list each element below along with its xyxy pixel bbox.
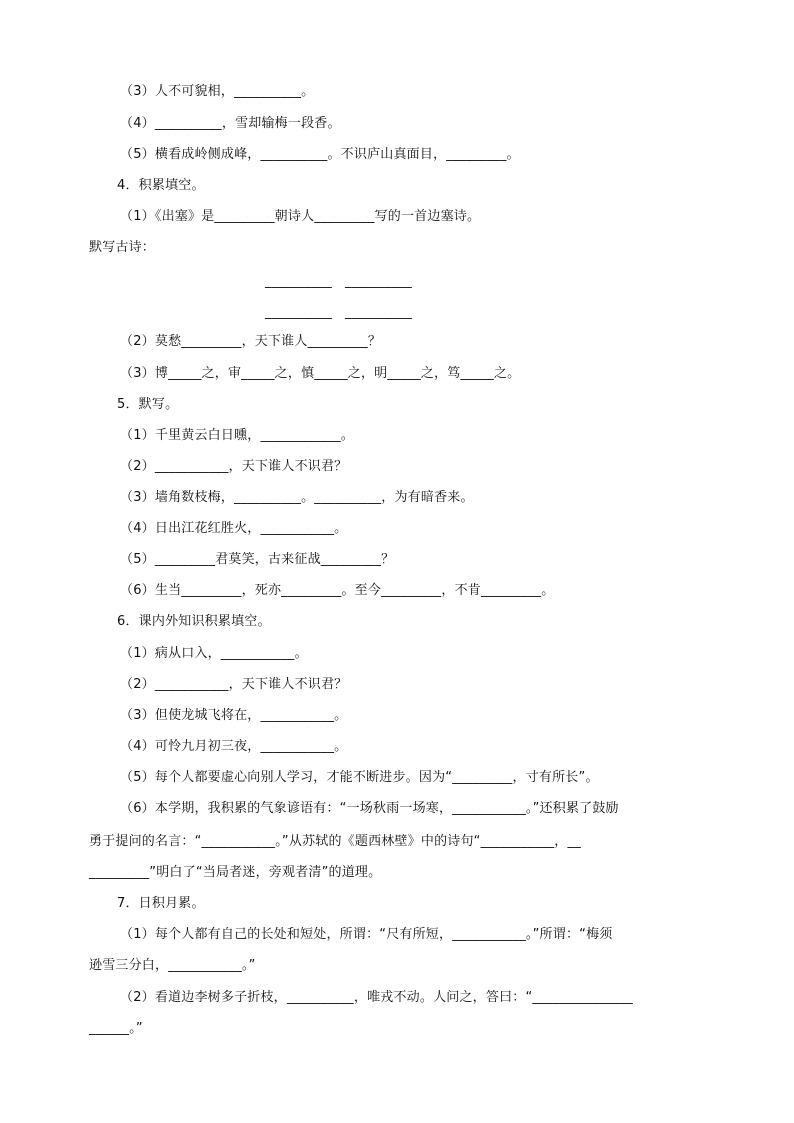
q3-item-5: （5）横看成岭侧成峰，__________。不识庐山真面目，_________。: [120, 147, 520, 162]
q3-item-3: （3）人不可貌相，__________。: [120, 84, 315, 99]
q4-item-3: （3）博_____之，审_____之，慎_____之，明_____之，笃_____之。: [120, 366, 521, 381]
q6-item-2: （2）___________，天下谁人不识君？: [120, 677, 348, 692]
q6-item-6-line-1: （6）本学期，我积累的气象谚语有：“一场秋雨一场寒，___________。”还积累了鼓励: [120, 801, 619, 816]
q7-item-2-line-2: ______。”: [89, 1021, 143, 1036]
q4-item-2: （2）莫愁_________，天下谁人_________？: [120, 334, 382, 349]
q5-item-3: （3）墙角数枝梅，__________。__________，为有暗香来。: [120, 490, 474, 505]
q5-heading: 5．默写。: [117, 397, 179, 412]
q5-item-5: （5）_________君莫笑，古来征战_________？: [120, 552, 395, 567]
poem-dictation-label: 默写古诗：: [89, 240, 156, 255]
q6-item-6-line-3: _________”明白了“当局者迷，旁观者清”的道理。: [89, 865, 382, 880]
q5-item-2: （2）___________，天下谁人不识君？: [120, 459, 348, 474]
q6-item-3: （3）但使龙城飞将在，___________。: [120, 708, 348, 723]
q7-heading: 7．日积月累。: [117, 896, 205, 911]
q3-item-4: （4）__________，雪却输梅一段香。: [120, 116, 341, 131]
q6-item-5: （5）每个人都要虚心向别人学习，才能不断进步。因为“_________，寸有所长”。: [120, 770, 599, 785]
poem-blank-line-2: __________ __________: [265, 305, 412, 320]
q7-item-2-line-1: （2）看道边李树多子折枝，__________，唯戎不动。人问之，答曰：“_______________: [120, 990, 633, 1005]
q5-item-4: （4）日出江花红胜火，___________。: [120, 521, 348, 536]
q7-item-1-line-1: （1）每个人都有自己的长处和短处，所谓：“尺有所短，___________。”所谓：“梅须: [120, 927, 613, 942]
q6-item-6-line-2: 勇于提问的名言：“___________。”从苏轼的《题西林壁》中的诗句“___________，__: [89, 834, 581, 849]
q4-heading: 4．积累填空。: [117, 178, 205, 193]
q4-item-1: （1）《出塞》是_________朝诗人_________写的一首边塞诗。: [120, 209, 481, 224]
q5-item-1: （1）千里黄云白日曛，____________。: [120, 428, 355, 443]
q7-item-1-line-2: 逊雪三分白，___________。”: [89, 958, 256, 973]
q6-item-4: （4）可怜九月初三夜，___________。: [120, 739, 348, 754]
q6-heading: 6．课内外知识积累填空。: [117, 614, 271, 629]
q6-item-1: （1）病从口入，___________。: [120, 646, 308, 661]
poem-blank-line-1: __________ __________: [265, 274, 412, 289]
q5-item-6: （6）生当_________，死亦_________。至今_________，不肯_________。: [120, 583, 555, 598]
